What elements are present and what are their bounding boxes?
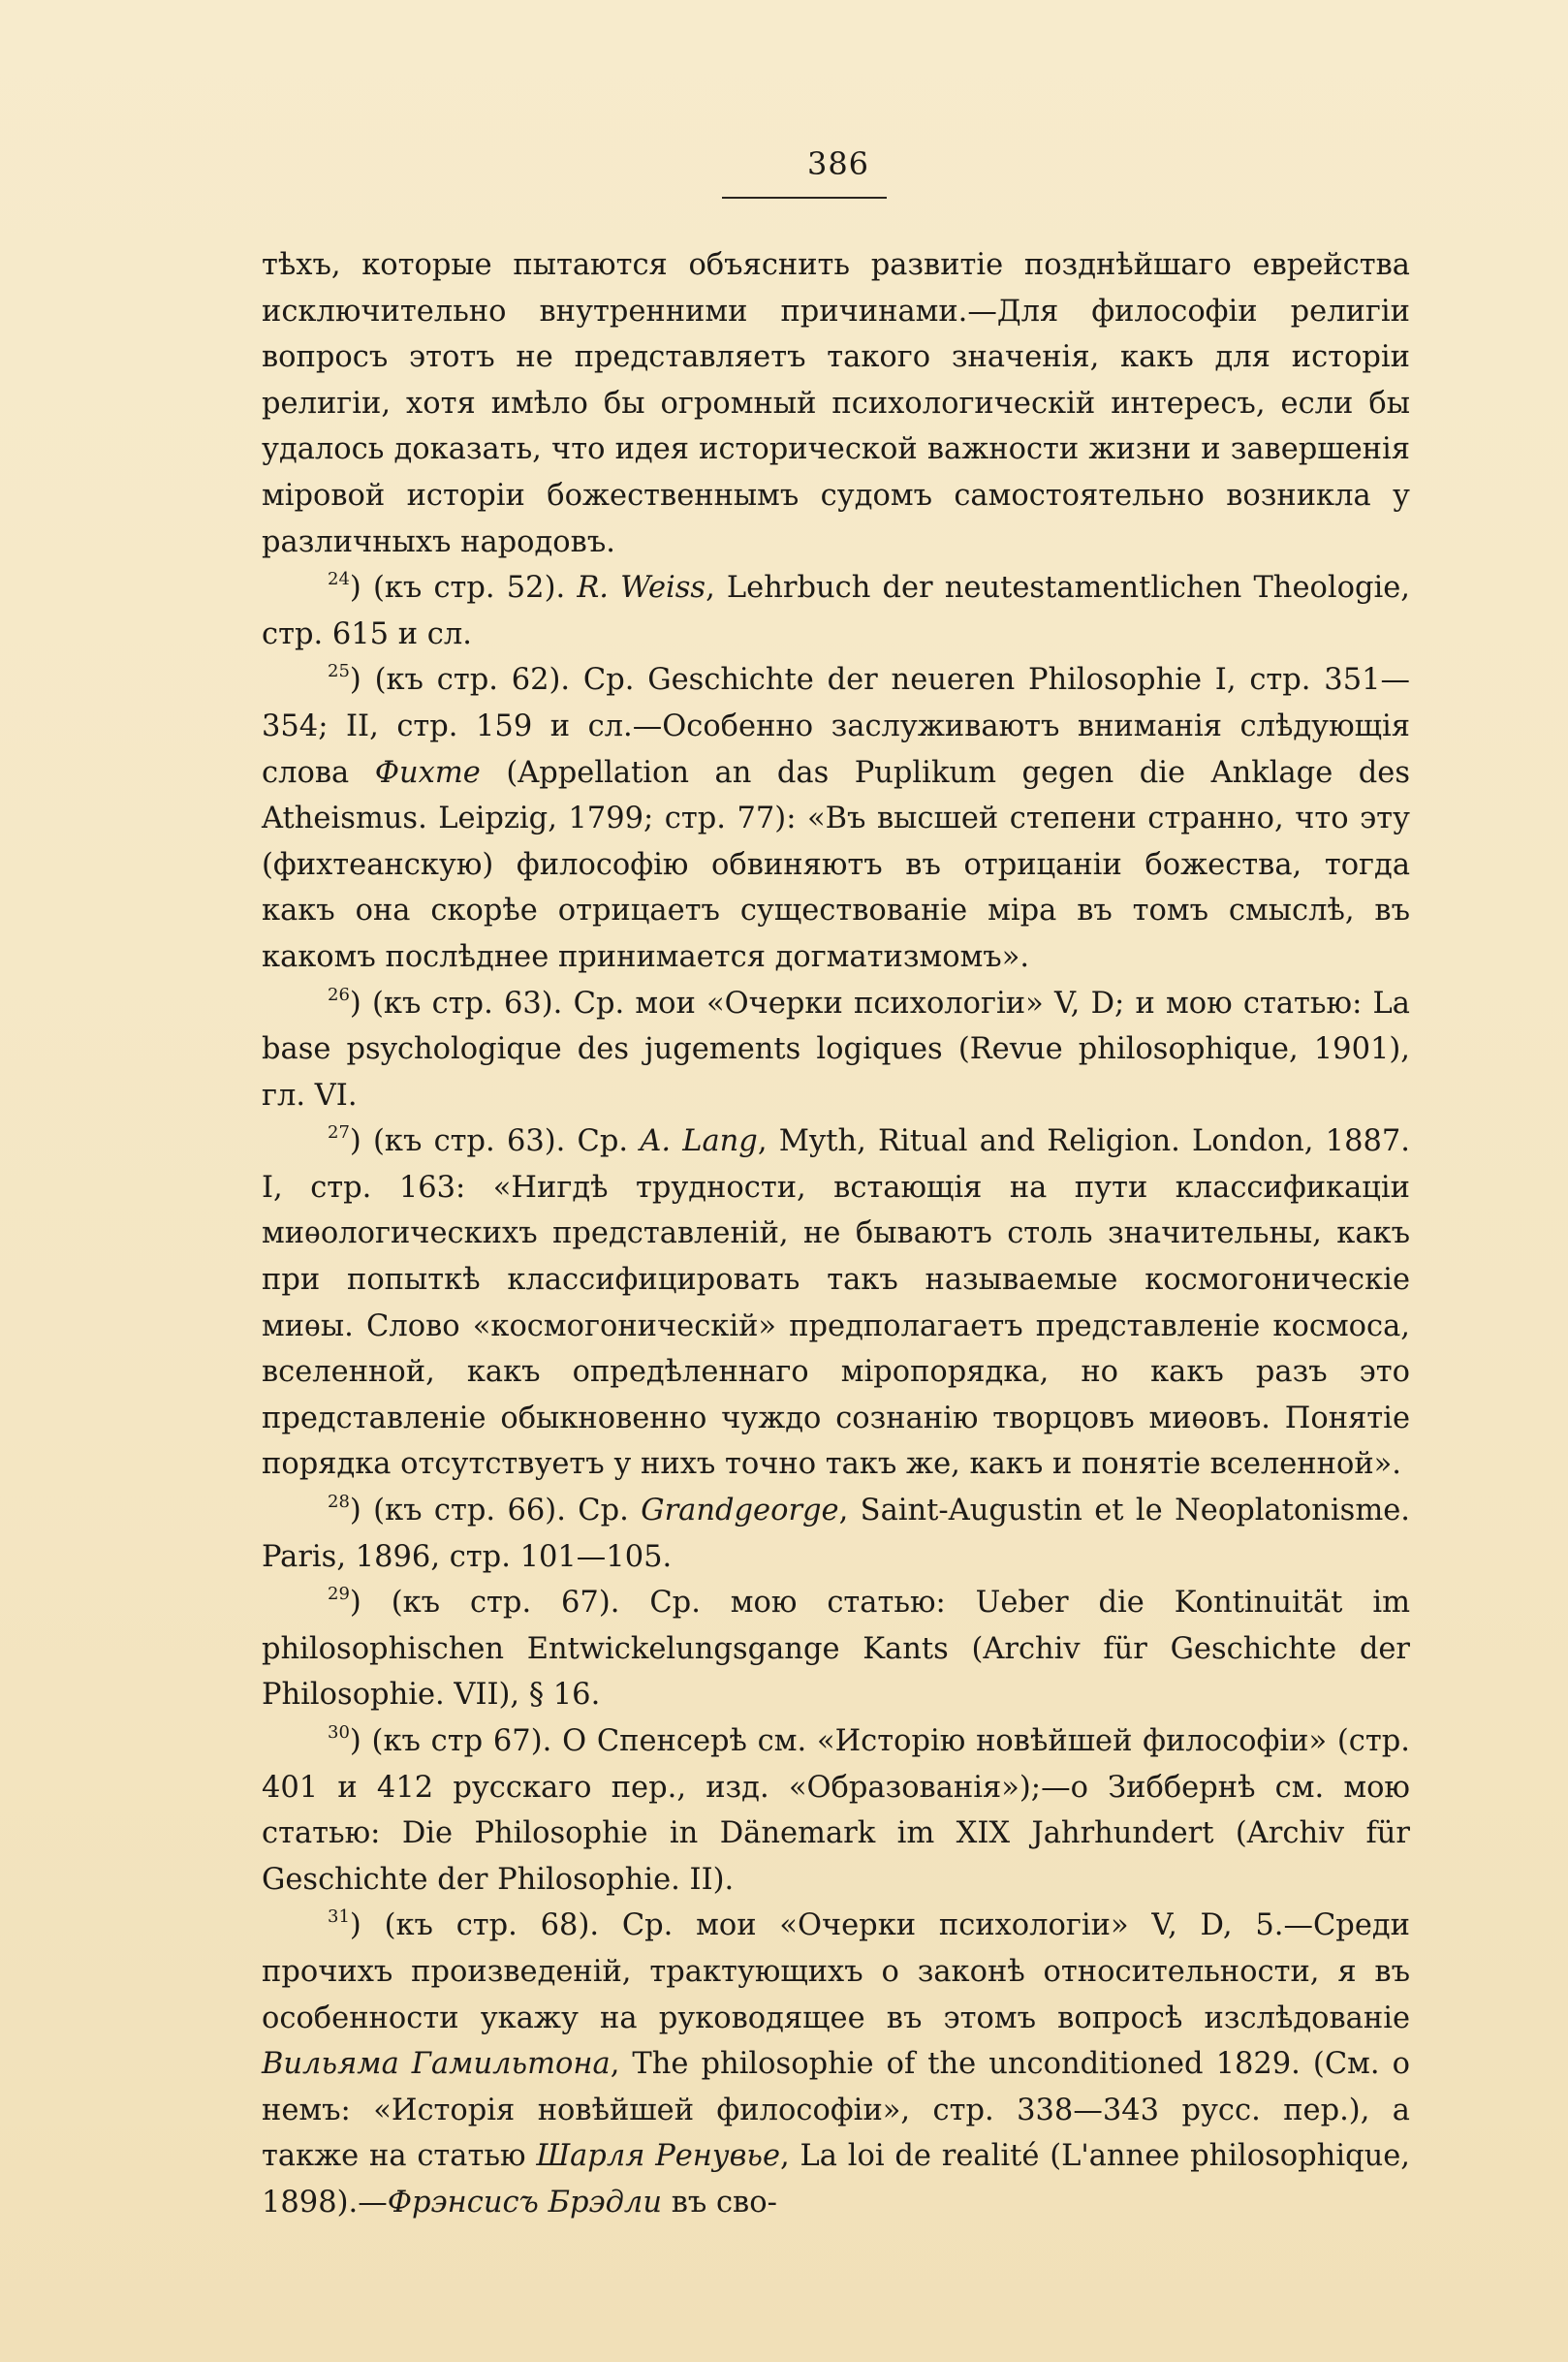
footnote-30: $^{30}$) (къ стр 67). О Спенсерѣ см. «Исторію новѣйшей философіи» (стр. 401 и 412 русскаго пер., изд. «Образованія»);—о Зиббернѣ см. мою статью: Die Philosophie in Dänemark im XIX Jahrhundert (Archiv für Geschichte der Philosophie. II). — [262, 1722, 1410, 1897]
footnote-29: $^{29}$) (къ стр. 67). Ср. мою статью: Ueber die Kontinuität im philosophischen Entwickelungsgange Kants (Archiv für Geschichte der Philosophie. VII), § 16. — [262, 1584, 1410, 1713]
footnote-27: $^{27}$) (къ стр. 63). Ср. A. Lang, Myth, Ritual and Religion. London, 1887. I, стр. 163: «Нигдѣ трудности, встающія на пути классификаціи миѳологическихъ представленій, не бываютъ столь значительны, какъ при попыткѣ классифицировать такъ называемые космогоническіе миѳы. Слово «космогоническій» предполагаетъ представленіе космоса, вселенной, какъ опредѣленнаго міропорядка, но какъ разъ это представленіе обыкновенно чуждо сознанію творцовъ миѳовъ. Понятіе порядка отсутствуетъ у нихъ точно такъ же, какъ и понятіе вселенной». — [262, 1122, 1410, 1482]
footnote-26: $^{26}$) (къ стр. 63). Ср. мои «Очерки психологіи» V, D; и мою статью: La base psychologique des jugements logiques (Revue philosophique, 1901), гл. VI. — [262, 984, 1410, 1113]
page-number-rule — [722, 197, 887, 199]
page-number: 386 — [806, 145, 870, 182]
footnote-25: $^{25}$) (къ стр. 62). Ср. Geschichte der neueren Philosophie I, стр. 351—354; II, стр. 159 и сл.—Особенно заслуживаютъ вниманія слѣдующія слова Фихте (Appellation an das Puplikum gegen die Anklage des Atheismus. Leipzig, 1799; стр. 77): «Въ высшей степени странно, что эту (фихтеанскую) философію обвиняютъ въ отрицаніи божества, тогда какъ она скорѣе отрицаетъ существованіе міра въ томъ смыслѣ, въ какомъ послѣднее принимается догматизмомъ». — [262, 661, 1411, 974]
footnote-24: $^{24}$) (къ стр. 52). R. Weiss, Lehrbuch der neutestamentlichen Theologie, стр. 615 и сл. — [262, 569, 1410, 651]
footnote-28: $^{28}$) (къ стр. 66). Ср. Grandgeorge, Saint-Augustin et le Neoplatonisme. Paris, 1896, стр. 101—105. — [262, 1492, 1411, 1574]
footnote-31: $^{31}$) (къ стр. 68). Ср. мои «Очерки психологіи» V, D, 5.—Среди прочихъ произведеній, трактующихъ о законѣ относительности, я въ особенности укажу на руководящее въ этомъ вопросѣ изслѣдованіе Вильяма Гамильтона, The philosophie of the unconditioned 1829. (См. о немъ: «Исторія новѣйшей философіи», стр. 338—343 русс. пер.), а также на статью Шарля Ренувье, La loi de realité (L'annee philosophique, 1898).—Фрэнсисъ Брэдли въ сво- — [262, 1906, 1410, 2220]
body-text — [262, 242, 1410, 2226]
intro-paragraph: тѣхъ, которые пытаются объяснить развитіе позднѣйшаго еврейства исключительно внутренними причинами.—Для философіи религіи вопросъ этотъ не представляетъ такого значенія, какъ для исторіи религіи, хотя имѣло бы огромный психологическій интересъ, если бы удалось доказать, что идея исторической важности жизни и завершенія міровой исторіи божественнымъ судомъ самостоятельно возникла у различныхъ народовъ. — [262, 248, 1410, 559]
